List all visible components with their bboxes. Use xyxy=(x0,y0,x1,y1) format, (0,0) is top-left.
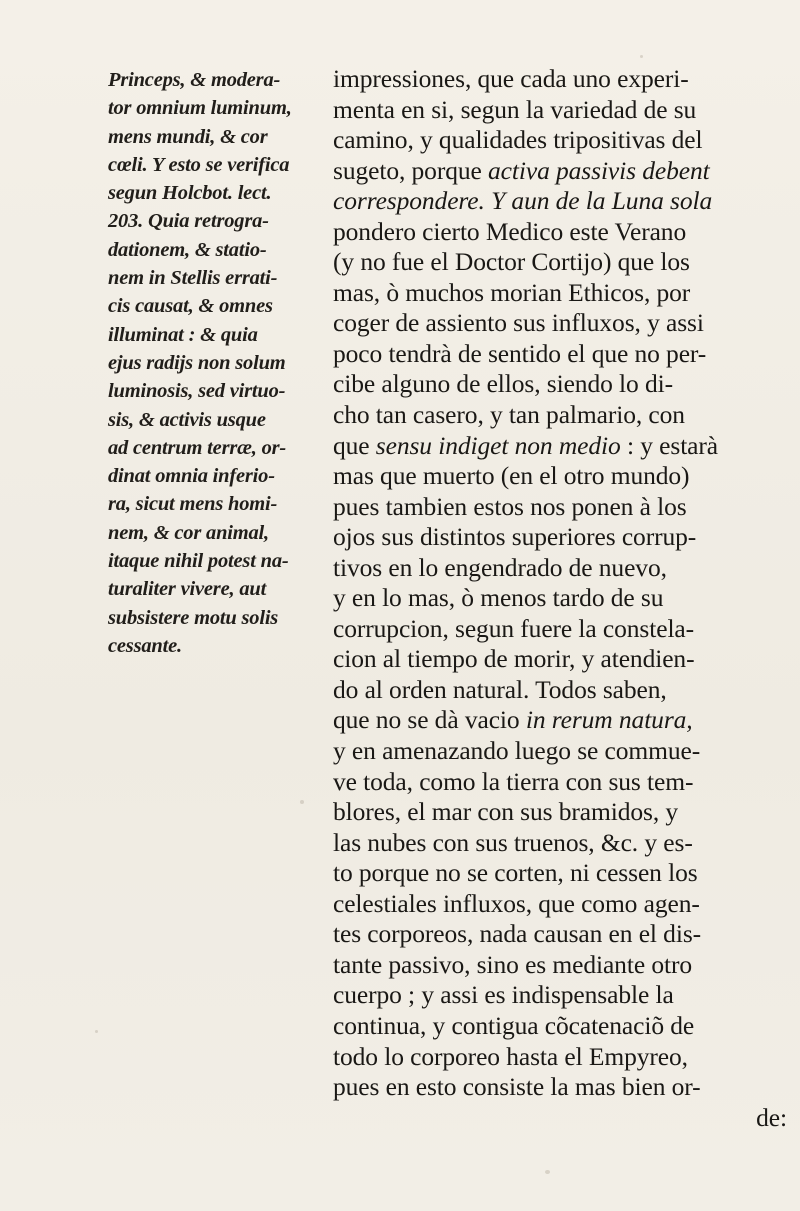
text-line: todo lo corporeo hasta el Empyreo, xyxy=(333,1041,688,1071)
marginal-line: dinat omnia inferio- xyxy=(108,465,275,488)
text-line xyxy=(333,186,791,217)
latin-italic-phrase: in rerum natura, xyxy=(525,705,693,735)
text-line: do al orden natural. Todos saben, xyxy=(333,674,667,704)
marginal-line: illuminat : & quia xyxy=(108,323,258,346)
text-line: blores, el mar con sus bramidos, y xyxy=(333,797,679,827)
text-line: (y no fue el Doctor Cortijo) que los xyxy=(333,247,690,277)
marginal-line: turaliter vivere, aut xyxy=(108,578,267,601)
text-segment: que xyxy=(333,430,376,460)
marginal-line: ejus radijs non solum xyxy=(108,351,286,374)
text-line xyxy=(333,705,791,736)
text-line: pondero cierto Medico este Verano xyxy=(333,216,687,246)
marginal-line: mens mundi, & cor xyxy=(108,125,268,148)
text-line: y en amenazando luego se commue- xyxy=(333,736,701,766)
text-segment: sugeto, porque xyxy=(333,155,489,185)
text-line: tivos en lo engendrado de nuevo, xyxy=(333,552,667,582)
text-line: camino, y qualidades tripositivas del xyxy=(333,125,703,155)
text-line: tante passivo, sino es mediante otro xyxy=(333,949,692,979)
text-line: mas que muerto (en el otro mundo) xyxy=(333,461,690,491)
text-line: corrupcion, segun fuere la constela- xyxy=(333,613,695,643)
marginal-line: Princeps, & modera- xyxy=(108,69,281,91)
marginal-line: luminosis, sed virtuo- xyxy=(108,380,286,403)
latin-italic-phrase: activa passivis debent xyxy=(488,155,710,185)
text-line: cuerpo ; y assi es indispensable la xyxy=(333,980,674,1010)
paper-speck xyxy=(640,55,643,58)
text-segment: que no se dà vacio xyxy=(333,705,526,735)
main-text-column xyxy=(333,64,791,1133)
text-segment: correspondere. Y aun de la Luna sola xyxy=(333,186,713,216)
marginal-line: cessante. xyxy=(108,634,182,657)
text-line: continua, y contigua cõcatenaciõ de xyxy=(333,1010,695,1040)
text-line: celestiales influxos, que como agen- xyxy=(333,888,700,918)
catchword: de: xyxy=(756,1102,787,1132)
text-line: cho tan casero, y tan palmario, con xyxy=(333,400,685,430)
marginal-line: ad centrum terræ, or- xyxy=(108,436,287,459)
text-line: coger de assiento sus influxos, y assi xyxy=(333,308,704,338)
text-line: poco tendrà de sentido el que no per- xyxy=(333,338,707,368)
text-line: impressiones, que cada uno experi- xyxy=(333,64,689,93)
marginal-line: tor omnium luminum, xyxy=(108,97,292,120)
latin-italic-phrase: sensu indiget non medio xyxy=(375,430,621,460)
text-line: ve toda, como la tierra con sus tem- xyxy=(333,766,694,796)
text-line: menta en si, segun la variedad de su xyxy=(333,94,697,124)
text-segment: : y estarà xyxy=(620,430,719,460)
text-line: las nubes con sus truenos, &c. y es- xyxy=(333,827,693,857)
marginal-line: cœli. Y esto se verifica xyxy=(108,153,290,176)
paper-speck xyxy=(95,1030,98,1033)
marginal-line: subsistere motu solis xyxy=(108,606,279,629)
text-line: pues tambien estos nos ponen à los xyxy=(333,491,687,521)
marginal-line: itaque nihil potest na- xyxy=(108,550,289,573)
marginal-note xyxy=(108,66,330,660)
text-line: y en lo mas, ò menos tardo de su xyxy=(333,583,664,613)
marginal-line: nem in Stellis errati- xyxy=(108,267,278,290)
text-line: cibe alguno de ellos, siendo lo di- xyxy=(333,369,673,399)
text-line xyxy=(333,156,791,187)
marginal-line: 203. Quia retrogra- xyxy=(108,210,269,233)
text-line: cion al tiempo de morir, y atendien- xyxy=(333,644,695,674)
marginal-line: sis, & activis usque xyxy=(108,408,266,431)
marginal-line: nem, & cor animal, xyxy=(108,521,269,544)
text-line: mas, ò muchos morian Ethicos, por xyxy=(333,277,691,307)
marginal-line: dationem, & statio- xyxy=(108,238,267,261)
marginal-line: segun Holcbot. lect. xyxy=(108,182,272,205)
marginal-line: ra, sicut mens homi- xyxy=(108,493,278,516)
text-line: ojos sus distintos superiores corrup- xyxy=(333,522,697,552)
marginal-line: cis causat, & omnes xyxy=(108,295,273,318)
paper-speck xyxy=(545,1170,550,1174)
text-line: to porque no se corten, ni cessen los xyxy=(333,858,698,888)
paper-speck xyxy=(300,800,304,804)
text-line: pues en esto consiste la mas bien or- xyxy=(333,1072,701,1102)
text-line xyxy=(333,431,791,462)
text-line: tes corporeos, nada causan en el dis- xyxy=(333,919,702,949)
